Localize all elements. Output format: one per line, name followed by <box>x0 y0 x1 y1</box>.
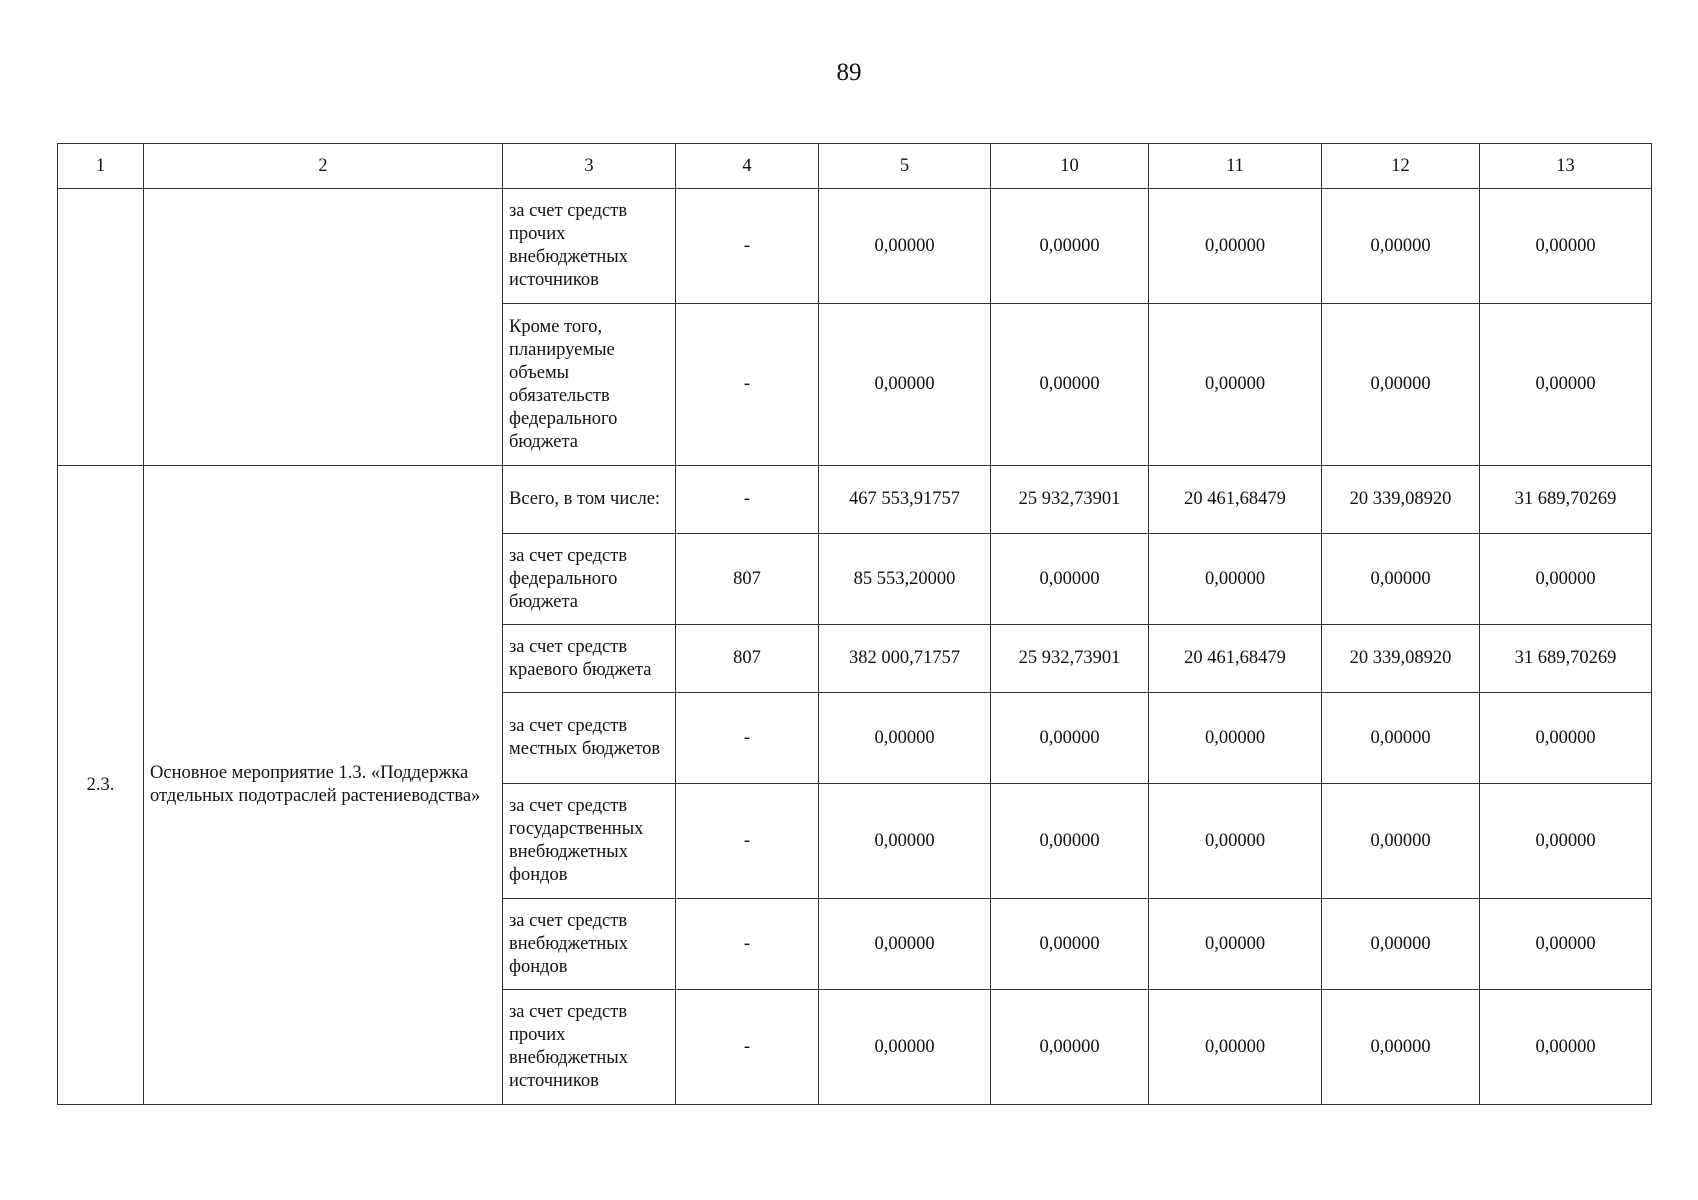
value-cell: 0,00000 <box>1480 784 1652 899</box>
value-cell: 20 461,68479 <box>1149 466 1322 534</box>
table-row <box>58 189 1652 304</box>
value-cell: 0,00000 <box>819 189 991 304</box>
value-cell: 25 932,73901 <box>991 466 1149 534</box>
funding-source-cell: за счет средств местных бюджетов <box>503 693 676 784</box>
value-cell: 0,00000 <box>1322 693 1480 784</box>
code-cell: - <box>676 899 819 990</box>
funding-source-cell: Кроме того, планируемые объемы обязательств федерального бюджета <box>503 304 676 466</box>
value-cell: 0,00000 <box>1322 784 1480 899</box>
value-cell: 0,00000 <box>819 899 991 990</box>
value-cell: 0,00000 <box>1149 784 1322 899</box>
value-cell: 0,00000 <box>1480 304 1652 466</box>
header-cell: 10 <box>991 144 1149 189</box>
code-cell: 807 <box>676 534 819 625</box>
funding-source-cell: за счет средств внебюджетных фондов <box>503 899 676 990</box>
empty-title-cell <box>144 189 503 466</box>
header-cell: 1 <box>58 144 144 189</box>
funding-source-cell: Всего, в том числе: <box>503 466 676 534</box>
budget-table <box>57 143 1652 1105</box>
code-cell: - <box>676 990 819 1105</box>
value-cell: 0,00000 <box>1149 534 1322 625</box>
section-number-cell: 2.3. <box>58 466 144 1105</box>
table-row <box>58 466 1652 534</box>
funding-source-cell: за счет средств федерального бюджета <box>503 534 676 625</box>
value-cell: 0,00000 <box>1480 534 1652 625</box>
value-cell: 382 000,71757 <box>819 625 991 693</box>
value-cell: 31 689,70269 <box>1480 466 1652 534</box>
value-cell: 0,00000 <box>1322 304 1480 466</box>
value-cell: 20 461,68479 <box>1149 625 1322 693</box>
funding-source-cell: за счет средств прочих внебюджетных источников <box>503 990 676 1105</box>
code-cell: 807 <box>676 625 819 693</box>
value-cell: 0,00000 <box>991 693 1149 784</box>
value-cell: 0,00000 <box>819 693 991 784</box>
value-cell: 0,00000 <box>1322 534 1480 625</box>
value-cell: 20 339,08920 <box>1322 625 1480 693</box>
funding-source-cell: за счет средств краевого бюджета <box>503 625 676 693</box>
value-cell: 0,00000 <box>1149 899 1322 990</box>
code-cell: - <box>676 784 819 899</box>
value-cell: 0,00000 <box>819 304 991 466</box>
page-number: 89 <box>836 59 862 86</box>
value-cell: 0,00000 <box>991 899 1149 990</box>
value-cell: 0,00000 <box>1480 899 1652 990</box>
header-cell: 3 <box>503 144 676 189</box>
value-cell: 0,00000 <box>1322 899 1480 990</box>
funding-source-cell: за счет средств прочих внебюджетных источников <box>503 189 676 304</box>
value-cell: 0,00000 <box>1480 693 1652 784</box>
code-cell: - <box>676 189 819 304</box>
funding-source-cell: за счет средств государственных внебюджетных фондов <box>503 784 676 899</box>
value-cell: 0,00000 <box>1149 693 1322 784</box>
value-cell: 0,00000 <box>819 784 991 899</box>
section-title-cell: Основное мероприятие 1.3. «Поддержка отдельных подотраслей растениеводства» <box>144 466 503 1105</box>
value-cell: 0,00000 <box>1480 990 1652 1105</box>
value-cell: 85 553,20000 <box>819 534 991 625</box>
value-cell: 25 932,73901 <box>991 625 1149 693</box>
value-cell: 0,00000 <box>991 304 1149 466</box>
value-cell: 0,00000 <box>819 990 991 1105</box>
value-cell: 0,00000 <box>1480 189 1652 304</box>
value-cell: 0,00000 <box>1322 189 1480 304</box>
header-cell: 12 <box>1322 144 1480 189</box>
header-cell: 5 <box>819 144 991 189</box>
value-cell: 0,00000 <box>991 990 1149 1105</box>
header-cell: 2 <box>144 144 503 189</box>
value-cell: 0,00000 <box>1149 189 1322 304</box>
code-cell: - <box>676 693 819 784</box>
value-cell: 0,00000 <box>1149 304 1322 466</box>
empty-number-cell <box>58 189 144 466</box>
value-cell: 31 689,70269 <box>1480 625 1652 693</box>
value-cell: 0,00000 <box>991 189 1149 304</box>
header-cell: 11 <box>1149 144 1322 189</box>
header-cell: 4 <box>676 144 819 189</box>
table-header-row <box>58 144 1652 189</box>
value-cell: 0,00000 <box>991 784 1149 899</box>
value-cell: 0,00000 <box>1149 990 1322 1105</box>
value-cell: 20 339,08920 <box>1322 466 1480 534</box>
code-cell: - <box>676 466 819 534</box>
code-cell: - <box>676 304 819 466</box>
value-cell: 0,00000 <box>991 534 1149 625</box>
value-cell: 467 553,91757 <box>819 466 991 534</box>
header-cell: 13 <box>1480 144 1652 189</box>
value-cell: 0,00000 <box>1322 990 1480 1105</box>
